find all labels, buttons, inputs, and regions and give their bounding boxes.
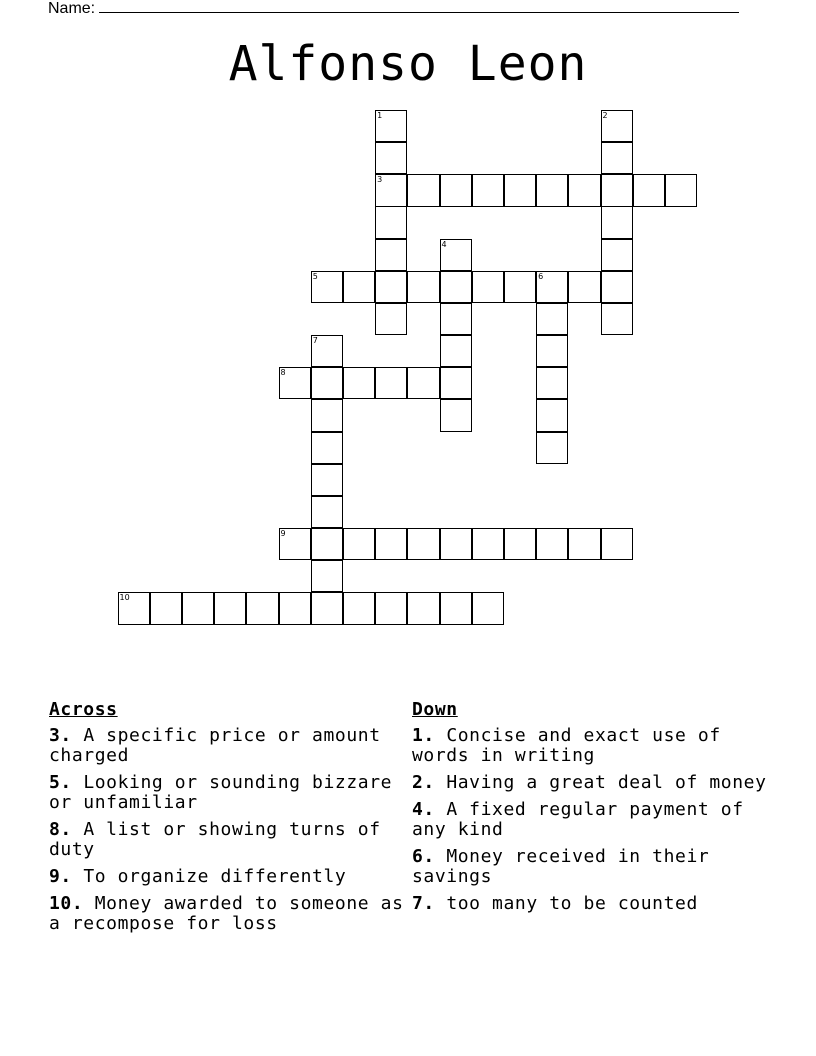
crossword-cell[interactable] [407,271,439,303]
cell-number: 7 [312,336,318,346]
crossword-cell[interactable] [472,528,504,560]
crossword-cell[interactable] [601,206,633,238]
crossword-cell[interactable] [311,496,343,528]
cell-number: 10 [119,593,130,603]
clue-text: too many to be counted [446,893,698,914]
crossword-cell[interactable] [150,592,182,624]
crossword-cell[interactable] [440,528,472,560]
clue-text: Concise and exact use of words in writing [412,725,721,766]
clue-text: A specific price or amount charged [49,725,381,766]
clue-text: Looking or sounding bizzare or unfamiliar [49,772,393,813]
crossword-cell[interactable] [375,528,407,560]
crossword-cell[interactable] [601,110,633,142]
crossword-cell[interactable] [311,271,343,303]
crossword-cell[interactable] [311,432,343,464]
crossword-cell[interactable] [407,592,439,624]
crossword-cell[interactable] [343,271,375,303]
clue-number: 10. [49,893,84,914]
clue-across [49,867,409,887]
clue-number: 3. [49,725,72,746]
crossword-cell[interactable] [118,592,150,624]
cell-number: 3 [377,175,383,185]
crossword-cell[interactable] [375,592,407,624]
crossword-cell[interactable] [279,592,311,624]
crossword-cell[interactable] [311,335,343,367]
crossword-cell[interactable] [311,592,343,624]
crossword-cell[interactable] [343,592,375,624]
crossword-cell[interactable] [311,528,343,560]
crossword-cell[interactable] [182,592,214,624]
crossword-cell[interactable] [375,367,407,399]
crossword-cell[interactable] [504,174,536,206]
crossword-cell[interactable] [279,367,311,399]
crossword-cell[interactable] [407,528,439,560]
clue-down [412,894,772,914]
cell-number: 8 [280,368,286,378]
crossword-cell[interactable] [440,271,472,303]
clue-down [412,800,772,840]
crossword-cell[interactable] [601,142,633,174]
crossword-cell[interactable] [536,335,568,367]
crossword-cell[interactable] [375,303,407,335]
down-heading: Down [412,699,458,720]
clue-number: 2. [412,772,435,793]
clue-across [49,894,409,934]
down-clues [412,700,772,921]
crossword-cell[interactable] [568,528,600,560]
crossword-cell[interactable] [440,367,472,399]
cell-number: 2 [602,111,608,120]
across-heading: Across [49,699,118,720]
crossword-cell[interactable] [536,399,568,431]
crossword-cell[interactable] [536,432,568,464]
clue-text: To organize differently [83,866,347,887]
crossword-cell[interactable] [375,271,407,303]
clue-across [49,773,409,813]
crossword-cell[interactable] [375,206,407,238]
crossword-cell[interactable] [633,174,665,206]
crossword-cell[interactable] [279,528,311,560]
clue-text: Money received in their savings [412,846,710,887]
crossword-cell[interactable] [536,303,568,335]
crossword-cell[interactable] [440,399,472,431]
clue-down [412,847,772,887]
crossword-cell[interactable] [601,271,633,303]
crossword-cell[interactable] [601,239,633,271]
clue-number: 6. [412,846,435,867]
crossword-cell[interactable] [504,271,536,303]
crossword-cell[interactable] [375,142,407,174]
crossword-cell[interactable] [375,110,407,142]
crossword-cell[interactable] [568,174,600,206]
clue-down [412,726,772,766]
crossword-cell[interactable] [536,528,568,560]
crossword-cell[interactable] [472,271,504,303]
crossword-cell[interactable] [407,174,439,206]
clue-number: 9. [49,866,72,887]
clue-down [412,773,772,793]
crossword-cell[interactable] [246,592,278,624]
clue-number: 1. [412,725,435,746]
crossword-cell[interactable] [311,367,343,399]
clue-number: 8. [49,819,72,840]
crossword-cell[interactable] [536,367,568,399]
crossword-cell[interactable] [440,592,472,624]
cell-number: 1 [377,111,383,120]
cell-number: 9 [280,528,286,538]
crossword-cell[interactable] [311,464,343,496]
crossword-cell[interactable] [343,367,375,399]
cell-number: 5 [312,271,318,281]
clue-text: A fixed regular payment of any kind [412,799,744,840]
crossword-cell[interactable] [375,239,407,271]
crossword-cell[interactable] [440,335,472,367]
crossword-cell[interactable] [214,592,246,624]
page-title: Alfonso Leon [228,36,588,92]
crossword-cell[interactable] [311,560,343,592]
crossword-cell[interactable] [440,239,472,271]
crossword-cell[interactable] [375,174,407,206]
clue-number: 7. [412,893,435,914]
cell-number: 6 [538,271,544,281]
crossword-cell[interactable] [536,271,568,303]
name-label: Name: [48,0,96,17]
crossword-cell[interactable] [601,528,633,560]
crossword-cell[interactable] [311,399,343,431]
crossword-cell[interactable] [407,367,439,399]
crossword-cell[interactable] [568,271,600,303]
crossword-cell[interactable] [343,528,375,560]
clue-text: A list or showing turns of duty [49,819,381,860]
crossword-cell[interactable] [472,174,504,206]
clue-across [49,820,409,860]
clue-number: 4. [412,799,435,820]
crossword-cell[interactable] [665,174,697,206]
crossword-cell[interactable] [536,174,568,206]
clue-number: 5. [49,772,72,793]
across-clues [49,700,409,941]
clue-text: Having a great deal of money [446,772,767,793]
clue-text: Money awarded to someone as a recompose for loss [49,893,404,934]
clue-across [49,726,409,766]
crossword-cell[interactable] [472,592,504,624]
crossword-cell[interactable] [440,174,472,206]
crossword-cell[interactable] [440,303,472,335]
crossword-cell[interactable] [601,303,633,335]
cell-number: 4 [441,239,447,249]
crossword-cell[interactable] [504,528,536,560]
crossword-cell[interactable] [601,174,633,206]
